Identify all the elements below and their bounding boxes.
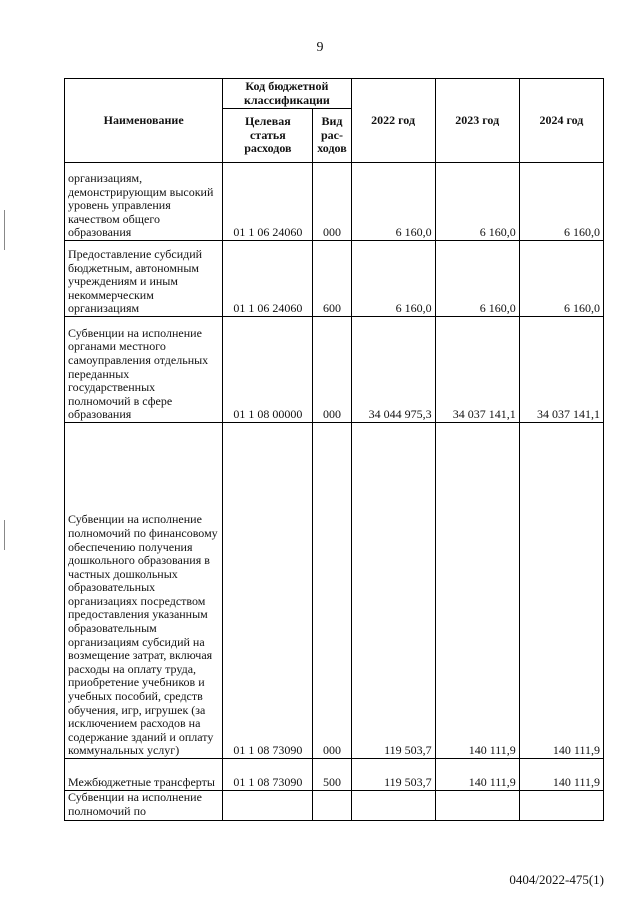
table-row <box>65 423 604 759</box>
row-value-2022: 119 503,7 <box>351 759 435 791</box>
row-value-2022: 6 160,0 <box>351 241 435 317</box>
page-number: 9 <box>316 40 324 55</box>
row-name: Межбюджетные трансферты <box>65 759 223 791</box>
row-name: организациям, демонстрирующим высокий уровень управления качеством общего образования <box>65 163 223 241</box>
table-row <box>65 163 604 241</box>
row-value-2023 <box>435 791 519 821</box>
table-row <box>65 241 604 317</box>
row-target-article <box>223 791 313 821</box>
row-name: Субвенции на исполнение органами местного самоуправления отдельных переданных государственных полномочий в сфере образования <box>65 317 223 423</box>
row-name: Предоставление субсидий бюджетным, автономным учреждениям и иным некоммерческим организациям <box>65 241 223 317</box>
row-expense-type: 500 <box>313 759 351 791</box>
row-expense-type: 000 <box>313 317 351 423</box>
row-value-2022: 119 503,7 <box>351 423 435 759</box>
row-expense-type: 000 <box>313 163 351 241</box>
scan-edge-mark <box>4 210 5 250</box>
table-row <box>65 759 604 791</box>
row-value-2023: 34 037 141,1 <box>435 317 519 423</box>
row-target-article: 01 1 08 73090 <box>223 423 313 759</box>
table-row <box>65 317 604 423</box>
document-code: 0404/2022-475(1) <box>509 872 604 887</box>
row-value-2024: 34 037 141,1 <box>519 317 603 423</box>
row-value-2024 <box>519 791 603 821</box>
budget-table <box>64 78 604 821</box>
row-name: Субвенции на исполнение полномочий по <box>65 791 223 821</box>
row-value-2023: 140 111,9 <box>435 423 519 759</box>
row-expense-type: 000 <box>313 423 351 759</box>
table-row <box>65 791 604 821</box>
row-target-article: 01 1 08 73090 <box>223 759 313 791</box>
row-expense-type <box>313 791 351 821</box>
row-target-article: 01 1 06 24060 <box>223 163 313 241</box>
header-year-2023: 2023 год <box>435 79 519 163</box>
row-value-2024: 6 160,0 <box>519 163 603 241</box>
row-target-article: 01 1 06 24060 <box>223 241 313 317</box>
header-year-2022: 2022 год <box>351 79 435 163</box>
row-value-2022: 34 044 975,3 <box>351 317 435 423</box>
scan-edge-mark <box>4 520 5 550</box>
row-value-2023: 140 111,9 <box>435 759 519 791</box>
row-value-2022: 6 160,0 <box>351 163 435 241</box>
row-value-2024: 140 111,9 <box>519 423 603 759</box>
row-expense-type: 600 <box>313 241 351 317</box>
row-value-2023: 6 160,0 <box>435 163 519 241</box>
row-value-2024: 140 111,9 <box>519 759 603 791</box>
row-value-2022 <box>351 791 435 821</box>
row-value-2024: 6 160,0 <box>519 241 603 317</box>
header-code-group: Код бюджетной классификации <box>223 79 351 109</box>
header-target-article: Целевая статья расходов <box>223 109 313 163</box>
row-name: Субвенции на исполнение полномочий по финансовому обеспечению получения дошкольного образования в частных дошкольных образовательных организациях посредством предоставления указанным образовательным организациям субсидий на возмещение затрат, включая расходы на оплату труда, приобретение учебников и учебных пособий, средств обучения, игр, игрушек (за исключением расходов на содержание зданий и оплату коммунальных услуг) <box>65 423 223 759</box>
header-name: Наименование <box>65 79 223 163</box>
header-year-2024: 2024 год <box>519 79 603 163</box>
row-value-2023: 6 160,0 <box>435 241 519 317</box>
row-target-article: 01 1 08 00000 <box>223 317 313 423</box>
header-expense-type: Вид рас-ходов <box>313 109 351 163</box>
